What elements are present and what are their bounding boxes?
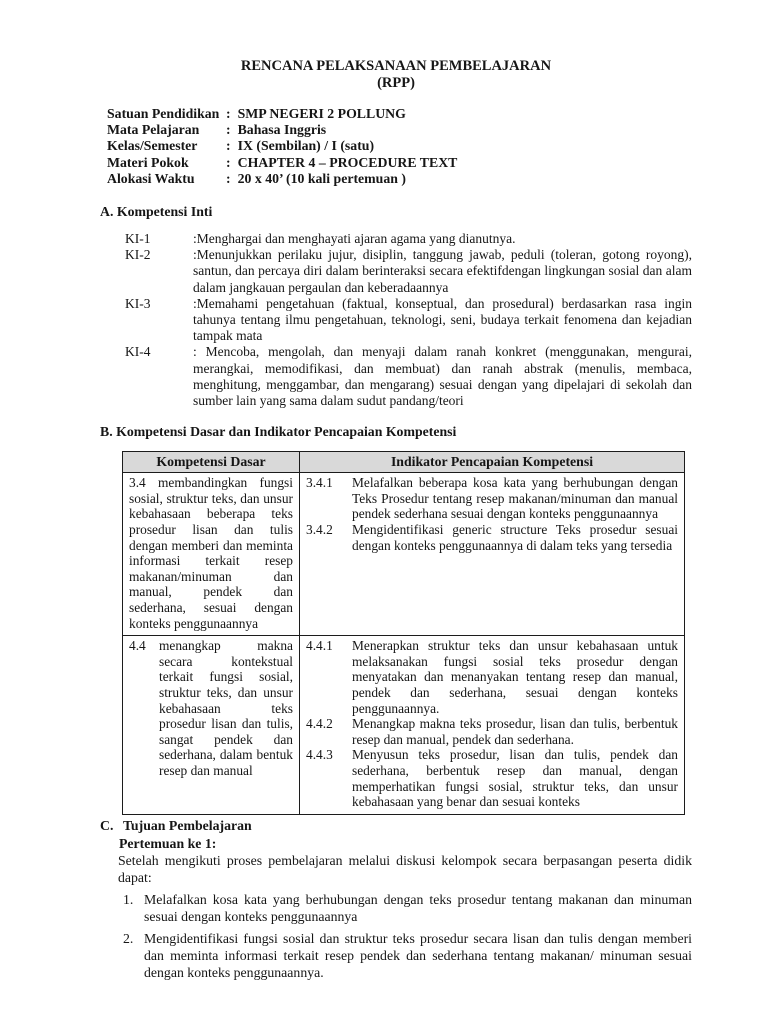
ki-item-1	[125, 231, 692, 247]
meta-colon: :	[226, 154, 231, 170]
tujuan-item-2	[123, 930, 692, 981]
meta-label: Kelas/Semester	[107, 138, 198, 154]
ki-label: KI-1	[125, 231, 151, 247]
tujuan-item-text: Melafalkan kosa kata yang berhubungan dengan teks prosedur tentang makanan dan minuman sesuai dengan konteks penggunaannya	[144, 891, 692, 924]
table-header-kompetensi-dasar: Kompetensi Dasar	[123, 452, 300, 473]
section-c-heading-number: C.	[100, 817, 114, 833]
meta-row-mata-pelajaran	[107, 122, 692, 138]
indicator-text: Mengidentifikasi generic structure Teks prosedur sesuai dengan konteks penggunaannya di dalam teks yang tersedia	[352, 522, 678, 553]
table-row-3-4	[123, 473, 685, 636]
meta-colon: :	[226, 138, 231, 154]
indicator-number: 3.4.2	[306, 522, 333, 538]
metadata-block	[107, 106, 692, 187]
indicator-number: 4.4.1	[306, 638, 333, 654]
meta-label: Materi Pokok	[107, 154, 189, 170]
ki-text: :Memahami pengetahuan (faktual, konseptual, dan prosedural) berdasarkan rasa ingin tahunya tentang ilmu pengetahuan, teknologi, seni, budaya terkait fenomena dan kejadian tampak mata	[193, 295, 692, 344]
ki-text: :Menghargai dan menghayati ajaran agama yang dianutnya.	[193, 231, 516, 247]
indicator-item-4-4-3	[306, 747, 678, 809]
meta-value: SMP NEGERI 2 POLLUNG	[237, 106, 406, 121]
ki-item-4	[125, 344, 692, 409]
meta-value: IX (Sembilan) / I (satu)	[237, 138, 375, 154]
ki-text: :Menunjukkan perilaku jujur, disiplin, tanggung jawab, peduli (toleran, gotong royong), santun, dan percaya diri dalam berinteraksi secara efektifdengan lingkungan sosial dan alam dalam jangkauan pergaulan dan keberadaannya	[193, 247, 692, 295]
ki-label: KI-3	[125, 295, 151, 311]
document-title-line2: (RPP)	[377, 74, 415, 91]
document-title	[100, 58, 692, 91]
kd-text-4-4: menangkap makna secara kontekstual terkait fungsi sosial, struktur teks, dan unsur kebahasaan teks prosedur lisan dan tulis, sangat pendek dan sederhana, dalam bentuk resep dan manual	[159, 638, 293, 778]
meta-label: Alokasi Waktu	[107, 170, 195, 186]
meta-label: Mata Pelajaran	[107, 122, 200, 138]
ki-text: : Mencoba, mengolah, dan menyaji dalam ranah konkret (menggunakan, mengurai, merangkai, memodifikasi, dan membuat) dan ranah abstrak (menulis, membaca, menghitung, menggambar, dan mengarang) sesuai dengan yang dipelajari di sekolah dan sumber lain yang sama dalam sudut pandang/teori	[193, 344, 692, 409]
meta-colon: :	[226, 170, 231, 186]
kompetensi-dasar-table	[122, 451, 685, 814]
meta-row-satuan-pendidikan	[107, 106, 692, 122]
tujuan-intro-paragraph: Setelah mengikuti proses pembelajaran melalui diskusi kelompok secara berpasangan peserta didik dapat:	[118, 852, 692, 885]
indicator-text: Melafalkan beberapa kosa kata yang berhubungan dengan Teks Prosedur tentang resep makanan/minuman dan manual pendek sederhana sesuai dengan konteks penggunaannya	[352, 475, 678, 522]
section-b-heading: B. Kompetensi Dasar dan Indikator Pencapaian Kompetensi	[100, 424, 457, 440]
kompetensi-inti-list	[125, 231, 692, 409]
indicator-text: Menangkap makna teks prosedur, lisan dan tulis, berbentuk resep dan manual, pendek dan sederhana.	[352, 716, 678, 747]
meta-row-kelas-semester	[107, 138, 692, 154]
indicator-number: 4.4.2	[306, 716, 333, 732]
kd-text-3-4: 3.4 membandingkan fungsi sosial, struktur teks, dan unsur kebahasaan beberapa teks prosedur lisan dan tulis dengan memberi dan meminta informasi terkait resep makanan/minuman dan manual, pendek dan sederhana, sesuai dengan konteks penggunaannya	[129, 475, 293, 631]
indicator-item-3-4-2	[306, 522, 678, 553]
meta-value: Bahasa Inggris	[237, 122, 327, 138]
kd-cell-3-4	[123, 473, 300, 636]
section-c-heading	[100, 818, 692, 834]
indicator-item-4-4-2	[306, 716, 678, 747]
tujuan-item-1	[123, 891, 692, 925]
kd-number: 4.4	[129, 638, 146, 654]
section-a-heading: A. Kompetensi Inti	[100, 204, 213, 220]
kd-hanging-block	[129, 638, 293, 778]
ki-item-3	[125, 296, 692, 345]
table-row-4-4	[123, 636, 685, 815]
tujuan-item-number: 2.	[123, 930, 134, 946]
meta-row-materi-pokok	[107, 155, 692, 171]
document-title-line1: RENCANA PELAKSANAAN PEMBELAJARAN	[240, 58, 552, 74]
indicator-item-4-4-1	[306, 638, 678, 716]
tujuan-item-text: Mengidentifikasi fungsi sosial dan struktur teks prosedur secara lisan dan tulis dengan memberi dan meminta informasi terkait resep pendek dan sederhana tentang makanan/ minuman sesuai dengan konteks penggunaannya.	[144, 930, 692, 980]
meta-row-alokasi-waktu	[107, 171, 692, 187]
meta-colon: :	[226, 122, 231, 138]
indicator-number: 3.4.1	[306, 475, 333, 491]
ki-label: KI-4	[125, 344, 151, 360]
section-c-heading-text: Tujuan Pembelajaran	[123, 817, 252, 833]
indicator-item-3-4-1	[306, 475, 678, 522]
indikator-cell-3-4	[300, 473, 685, 636]
ki-label: KI-2	[125, 247, 151, 263]
indicator-text: Menyusun teks prosedur, lisan dan tulis, pendek dan sederhana, berbentuk resep dan manual, dengan memperhatikan fungsi sosial, struktur teks, dan unsur kebahasaan yang benar dan sesuai konteks	[352, 747, 678, 810]
meta-value: CHAPTER 4 – PROCEDURE TEXT	[237, 154, 458, 170]
kd-cell-4-4	[123, 636, 300, 815]
indicator-text: Menerapkan struktur teks dan unsur kebahasaan untuk melaksanakan fungsi sosial teks prosedur dengan menyatakan dan menanyakan tentang resep dan manual, pendek dan sederhana, sesuai dengan konteks penggunaannya.	[352, 638, 678, 716]
indikator-cell-4-4	[300, 636, 685, 815]
tujuan-item-number: 1.	[123, 891, 134, 907]
pertemuan-subheading: Pertemuan ke 1:	[119, 835, 217, 851]
meta-colon: :	[226, 106, 231, 121]
table-header-row	[123, 452, 685, 473]
indicator-number: 4.4.3	[306, 747, 333, 763]
meta-value: 20 x 40’ (10 kali pertemuan )	[237, 170, 406, 186]
meta-label: Satuan Pendidikan	[107, 106, 220, 121]
ki-item-2	[125, 247, 692, 296]
table-header-indikator: Indikator Pencapaian Kompetensi	[300, 452, 685, 473]
